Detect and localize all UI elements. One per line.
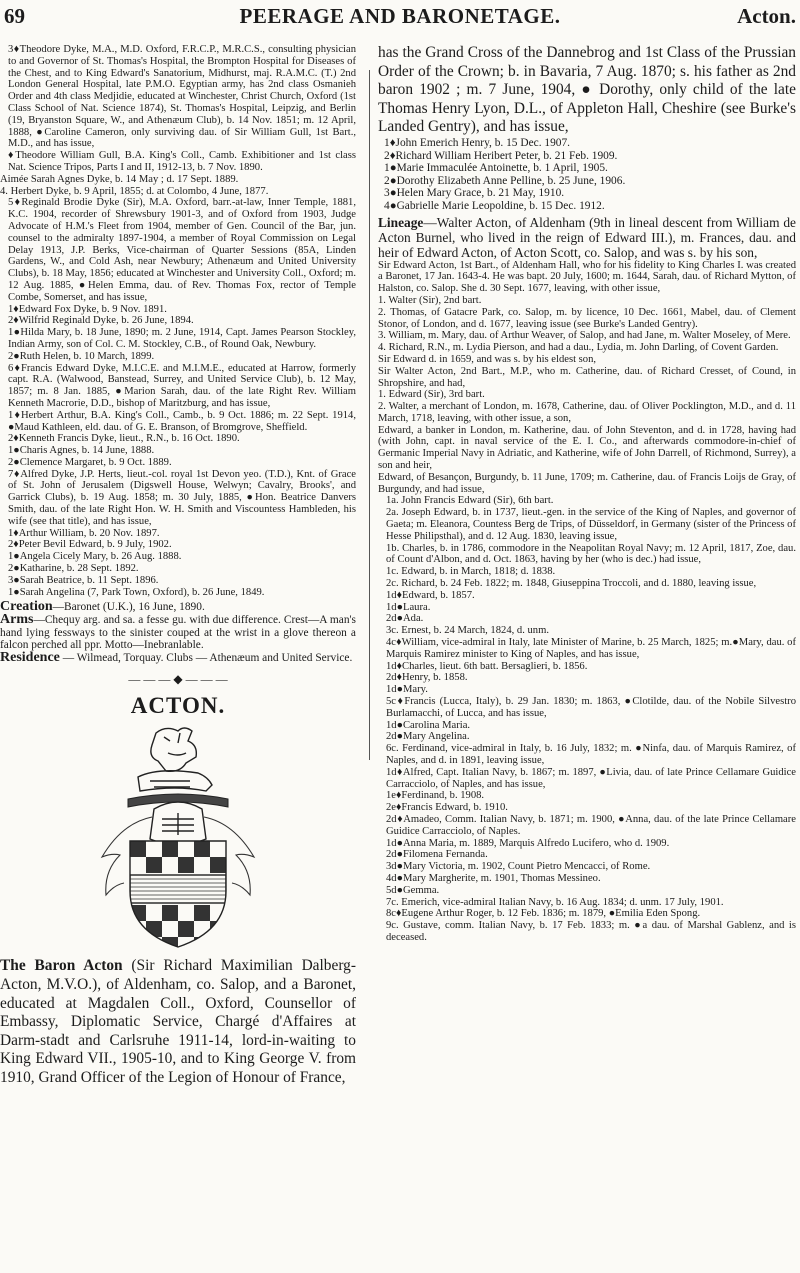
entry-line: 4d●Mary Margherite, m. 1901, Thomas Messineo.: [386, 872, 601, 884]
entry-line: 2♦Peter Bevil Edward, b. 9 July, 1902.: [8, 539, 172, 551]
entry-line: 2. Walter, a merchant of London, m. 1678, Catherine, dau. of Oliver Pocklington, M.D., and d. 11 March, 1718, leaving, with other issue, a son,: [378, 401, 796, 424]
entry-line: Sir Edward Acton, 1st Bart., of Aldenham Hall, who for his fidelity to King Charles I. was created a Baronet, 17 Jan. 1643-4. He was bapt. 20 July, 1600; m. 1644, Sarah, dau. of Richard Mytton, of Halston, co. Salop. She d. 30 Sept. 1677, leaving, with other issue,: [378, 259, 796, 295]
lineage-label: Lineage: [378, 214, 424, 230]
entry-line: 7c. Emerich, vice-admiral Italian Navy, b. 16 Aug. 1834; d. unm. 17 July, 1901.: [386, 896, 724, 908]
entry-line: 2●Ruth Helen, b. 10 March, 1899.: [8, 350, 155, 362]
entry-line: 1b. Charles, b. in 1786, commodore in the Neapolitan Royal Navy; m. 12 April, 1817, Zoe, dau. of Count d'Albon, and d. Oct. 1863, having by her (who is dec.) had issue,: [386, 542, 796, 566]
entry-line: 1d♦Alfred, Capt. Italian Navy, b. 1867; m. 1897, ●Livia, dau. of late Prince Cellamare Guidice Carracciolo, of Naples, and has issue,: [386, 766, 796, 790]
entry-line: 5♦Reginald Brodie Dyke (Sir), M.A. Oxford, barr.-at-law, Inner Temple, 1881, K.C. 1904, recorder of Shrewsbury 1901-3, and of Oxford from 1903, Judge Advocate of H.M.'s Fleet from 1904, member of Gen. Council of the Bar, jun. counsel to the admiralty 1897-1904, a member of Royal Commission on Legal Delay 1913, J.P. Berks, Vice-chairman of Quarter Sessions (85A, Linden Gardens, W., and Cold Ash, near Newbury; Athenæum and United University Clubs), b. 18 May, 1856; educated at Winchester and University Coll., Oxford; m. 12 Aug. 1885, ●Helen Emma, dau. of Rev. Thomas Fox, rector of Temple Combe, Somerset, and has issue,: [8, 197, 356, 303]
entry-line: 9c. Gustave, comm. Italian Navy, b. 17 Feb. 1833; m. ●a dau. of Marshal Gablenz, and is deceased.: [386, 920, 796, 943]
entry-line: 1●Hilda Mary, b. 18 June, 1890; m. 2 June, 1914, Capt. James Pearson Stockley, Indian Army, son of Col. C. M. Stockley, C.B., of Round Oak, Newbury.: [8, 327, 356, 350]
entry-line: 1♦Arthur William, b. 20 Nov. 1897.: [8, 527, 160, 539]
entry-line: ♦Theodore William Gull, B.A. King's Coll., Camb. Exhibitioner and 1st class Nat. Science Tripos, Parts I and II, 1912-13, b. 7 Nov. 1890.: [8, 150, 356, 173]
entry-line: 2d♦Henry, b. 1858.: [386, 672, 468, 684]
entry-line: 2c. Richard, b. 24 Feb. 1822; m. 1848, Giuseppina Troccoli, and d. 1880, leaving issue,: [386, 578, 757, 590]
entry-line: 3●Sarah Beatrice, b. 11 Sept. 1896.: [8, 574, 159, 586]
entry-line: 1●Charis Agnes, b. 14 June, 1888.: [8, 445, 155, 457]
page-header: [0, 0, 800, 34]
entry-line: 2●Clemence Margaret, b. 9 Oct. 1889.: [8, 456, 172, 468]
lineage-details: [378, 260, 796, 944]
entry-line: 1. Edward (Sir), 3rd bart.: [378, 389, 485, 401]
running-title: PEERAGE AND BARONETAGE.: [239, 4, 561, 28]
entry-line: 2●Dorothy Elizabeth Anne Pelline, b. 25 June, 1906.: [384, 174, 626, 187]
entry-line: 7♦Alfred Dyke, J.P. Herts, lieut.-col. royal 1st Devon yeo. (T.D.), Knt. of Grace of St. John of Jerusalem (Digswell House, Welwyn; Cavalry, Brooks', and Garrick Clubs), b. 19 Aug. 1858; m. 30 July, 1885, ●Hon. Beatrice Danvers Smith, dau. of the late Right Hon. W. H. Smith and Viscountess Hambleden, his wife (see that title), and has issue,: [8, 468, 356, 527]
entry-line: 4●Gabrielle Marie Leopoldine, b. 15 Dec. 1912.: [384, 199, 605, 212]
entry-line: 1♦John Emerich Henry, b. 15 Dec. 1907.: [384, 136, 571, 149]
baron-text-continued: has the Grand Cross of the Dannebrog and 1st Class of the Prussian Order of the Crown; b. in Bavaria, 7 Aug. 1870; s. his father as 2nd baron 1902 ; m. 7 June, 1904, ● Dorothy, only child of the late Thomas Henry Lyon, D.L., of Appleton Hall, Cheshire (see Burke's Landed Gentry), and has issue,: [378, 44, 796, 136]
entry-line: 3c. Ernest, b. 24 March, 1824, d. unm.: [386, 625, 549, 637]
entry-line: 6♦Francis Edward Dyke, M.I.C.E. and M.I.M.E., educated at Harrow, formerly capt. R.A. (Walwood, Banstead, Surrey, and United Service Club), b. 12 May, 1857; m. 8 Jan. 1885, ●Marion Sarah, dau. of the late Right Rev. William Kenneth Macrorie, D.D., bishop of Maritzburg, and has issue,: [8, 362, 356, 409]
baron-lead: The Baron Acton: [0, 957, 123, 975]
entry-line: 2♦Wilfrid Reginald Dyke, b. 26 June, 1894.: [8, 315, 194, 327]
entry-line: 3d●Mary Victoria, m. 1902, Count Pietro Mencacci, of Rome.: [386, 861, 651, 873]
entry-line: 1a. John Francis Edward (Sir), 6th bart.: [386, 495, 554, 507]
entry-line: Sir Walter Acton, 2nd Bart., M.P., who m. Catherine, dau. of Richard Cresset, of Cound, in Shropshire, and had,: [378, 365, 796, 389]
creation-text: —Baronet (U.K.), 16 June, 1890.: [52, 601, 205, 614]
entry-line: 1d●Carolina Maria.: [386, 719, 471, 731]
entry-line: Aimée Sarah Agnes Dyke, b. 14 May ; d. 17 Sept. 1889.: [0, 173, 239, 185]
entry-line: 2d●Mary Angelina.: [386, 731, 470, 743]
entry-line: 3♦Theodore Dyke, M.A., M.D. Oxford, F.R.C.P., M.R.C.S., consulting physician to and Governor of St. Thomas's Hospital, the Brompton Hospital for Diseases of the Chest, and to King Edward's Sanatorium, Midhurst, maj. R.A.M.C. (T.) 2nd London General Hospital, late P.M.O. Egyptian army, has 2nd class Osmanieh Order and 4th class Medjidie, educated at Winchester, Christ Church, Oxford (1st Class School of Nat. Science 1874), St. Thomas's Hospital, Leipzig, and Berlin (19, Bryanston Square, W., and Athenæum Club), b. 14 Nov. 1851; m. 12 April, 1888, ●Caroline Cameron, only surviving dau. of Sir William Gull, 1st Bart., M.D., and has issue,: [8, 44, 356, 150]
entry-line: 1e♦Ferdinand, b. 1908.: [386, 790, 485, 802]
section-title: Acton.: [737, 4, 796, 28]
entry-line: 1. Walter (Sir), 2nd bart.: [378, 294, 482, 306]
entry-line: 6c. Ferdinand, vice-admiral in Italy, b. 16 July, 1832; m. ●Ninfa, dau. of Marquis Ramirez, of Naples, and d. in 1891, leaving issue,: [386, 743, 796, 766]
baron-acton-continued: [378, 44, 796, 137]
entry-line: 8c♦Eugene Arthur Roger, b. 12 Feb. 1836; m. 1879, ●Emilia Eden Spong.: [386, 908, 701, 920]
entry-line: 1d♦Edward, b. 1857.: [386, 589, 475, 601]
entry-line: 1●Marie Immaculée Antoinette, b. 1 April, 1905.: [384, 162, 608, 175]
entry-line: 5c♦Francis (Lucca, Italy), b. 29 Jan. 1830; m. 1863, ●Clotilde, dau. of the Nobile Silvestro Burlamacchi, of Lucca, and has issue,: [386, 696, 796, 719]
shield: [130, 841, 226, 949]
entry-line: 4. Richard, R.N., m. Lydia Pierson, and had a dau., Lydia, m. John Darling, of Covent Garden.: [378, 342, 779, 354]
ornamental-rule: — — — ◆ — — —: [128, 672, 228, 687]
column-divider: [369, 70, 370, 760]
entry-line: 2a. Joseph Edward, b. in 1737, lieut.-gen. in the service of the King of Naples, and governor of Gaeta; m. Eleanora, Countess Berg de Trips, of Düsseldorf, in Germany (sister of the Princess of Hesse Philipsthal), and d. 12 Aug. 1830, leaving issue,: [386, 507, 796, 542]
lineage-text: —Walter Acton, of Aldenham (9th in lineal descent from William de Acton Burnel, who lived in the reign of Edward III.), m. Frances, dau. and heir of Edward Acton, of Acton Scott, co. Salop, and was s. by his son,: [378, 214, 796, 260]
arms-label: Arms: [0, 612, 34, 628]
entry-line: 4. Herbert Dyke, b. 9 April, 1855; d. at Colombo, 4 June, 1877.: [0, 185, 269, 197]
arms-heading: ACTON.: [130, 693, 226, 719]
entry-line: 2d●Filomena Fernanda.: [386, 849, 488, 861]
entry-line: 1c. Edward, b. in March, 1818; d. 1838.: [386, 566, 556, 578]
entry-line: 2d♦Amadeo, Comm. Italian Navy, b. 1871; m. 1900, ●Anna, dau. of the late Prince Cellamare Guidice Carracciolo, of Naples.: [386, 813, 796, 837]
baronet-summary: [0, 601, 356, 664]
entry-line: 4c♦William, vice-admiral in Italy, late Minister of Marine, b. 25 March, 1825; m.●Mary, dau. of Marquis Ramirez minister to King of Naples, and has issue,: [386, 637, 796, 660]
baron-acton-entry: [0, 957, 356, 1087]
entry-line: 1d●Mary.: [386, 684, 428, 696]
entry-line: 1d●Anna Maria, m. 1889, Marquis Alfredo Lucifero, who d. 1909.: [386, 837, 670, 849]
entry-line: Sir Edward d. in 1659, and was s. by his eldest son,: [378, 353, 597, 365]
dyke-issue-list: [0, 44, 356, 598]
baron-text: (Sir Richard Maximilian Dalberg-Acton, M.V.O.), of Aldenham, co. Salop, and a Baronet, educated at Magdalen Coll., Oxford, Counsellor of Embassy, Diplomatic Service, Chargé d'Affaires at Darm-stadt and Carlsruhe 1911-14, lord-in-waiting to King Edward VII., 1905-10, and to King George V. from 1910, Grand Officer of the Legion of Honour of France,: [0, 957, 356, 1086]
arms-text: —Chequy arg. and sa. a fesse gu. with due difference. Crest—A man's hand lying fessways to the sinister couped at the wrist in a glove thereon a falcon perched all ppr. Motto—Inebranlable.: [0, 614, 356, 652]
entry-line: 1d♦Charles, lieut. 6th batt. Bersaglieri, b. 1856.: [386, 660, 588, 672]
crest: [138, 728, 212, 791]
left-column: [0, 44, 356, 1269]
entry-line: 3. William, m. Mary, dau. of Arthur Weaver, of Salop, and had Jane, m. Walter Moseley, of Mere.: [378, 330, 791, 342]
helmet: [150, 802, 206, 845]
entry-line: 1♦Herbert Arthur, B.A. King's Coll., Camb., b. 9 Oct. 1886; m. 22 Sept. 1914, ●Maud Kathleen, eld. dau. of G. E. Branson, of Bromgrove, Sheffield.: [8, 409, 356, 433]
creation-label: Creation: [0, 599, 53, 615]
entry-line: 2●Katharine, b. 28 Sept. 1892.: [8, 563, 139, 575]
page-number: 69: [4, 4, 25, 28]
residence-label: Residence: [0, 649, 60, 665]
entry-line: 1●Angela Cicely Mary, b. 26 Aug. 1888.: [8, 551, 182, 563]
entry-line: 2♦Richard William Heribert Peter, b. 21 Feb. 1909.: [384, 149, 618, 162]
right-column: [378, 44, 796, 1269]
entry-line: 2d●Ada.: [386, 613, 424, 625]
entry-line: 1●Sarah Angelina (7, Park Town, Oxford), b. 26 June, 1849.: [8, 586, 265, 598]
coat-of-arms-image: [68, 723, 288, 949]
acton-issue-list: [378, 137, 796, 213]
entry-line: 1♦Edward Fox Dyke, b. 9 Nov. 1891.: [8, 303, 167, 315]
wreath: [128, 794, 228, 807]
entry-line: 5d●Gemma.: [386, 884, 440, 896]
entry-line: Edward, a banker in London, m. Katherine, dau. of John Steventon, and d. in 1728, having had (with John, capt. in naval service of the E. I. Co., and afterwards commodore-in-chief of Germanic Imperial Navy in Adriatic, and Katherine, wife of John Darrell, of Richmond, Surrey), a son and heir,: [378, 424, 796, 472]
entry-line: Edward, of Besançon, Burgundy, b. 11 June, 1709; m. Catherine, dau. of Francis Loijs de Gray, of Burgundy, and had issue,: [378, 471, 796, 495]
entry-line: 1d●Laura.: [386, 601, 431, 613]
entry-line: 2. Thomas, of Gatacre Park, co. Salop, m. by licence, 10 Dec. 1661, Mabel, dau. of Clement Stonor, of London, and d. 1677, leaving issue (see Burke's Landed Gentry).: [378, 306, 796, 330]
entry-line: 2e♦Francis Edward, b. 1910.: [386, 802, 508, 814]
lineage-paragraph: [378, 215, 796, 260]
entry-line: 3●Helen Mary Grace, b. 21 May, 1910.: [384, 187, 565, 200]
entry-line: 2♦Kenneth Francis Dyke, lieut., R.N., b. 16 Oct. 1890.: [8, 433, 240, 445]
residence-text: — Wilmead, Torquay. Clubs — Athenæum and United Service.: [59, 651, 353, 664]
